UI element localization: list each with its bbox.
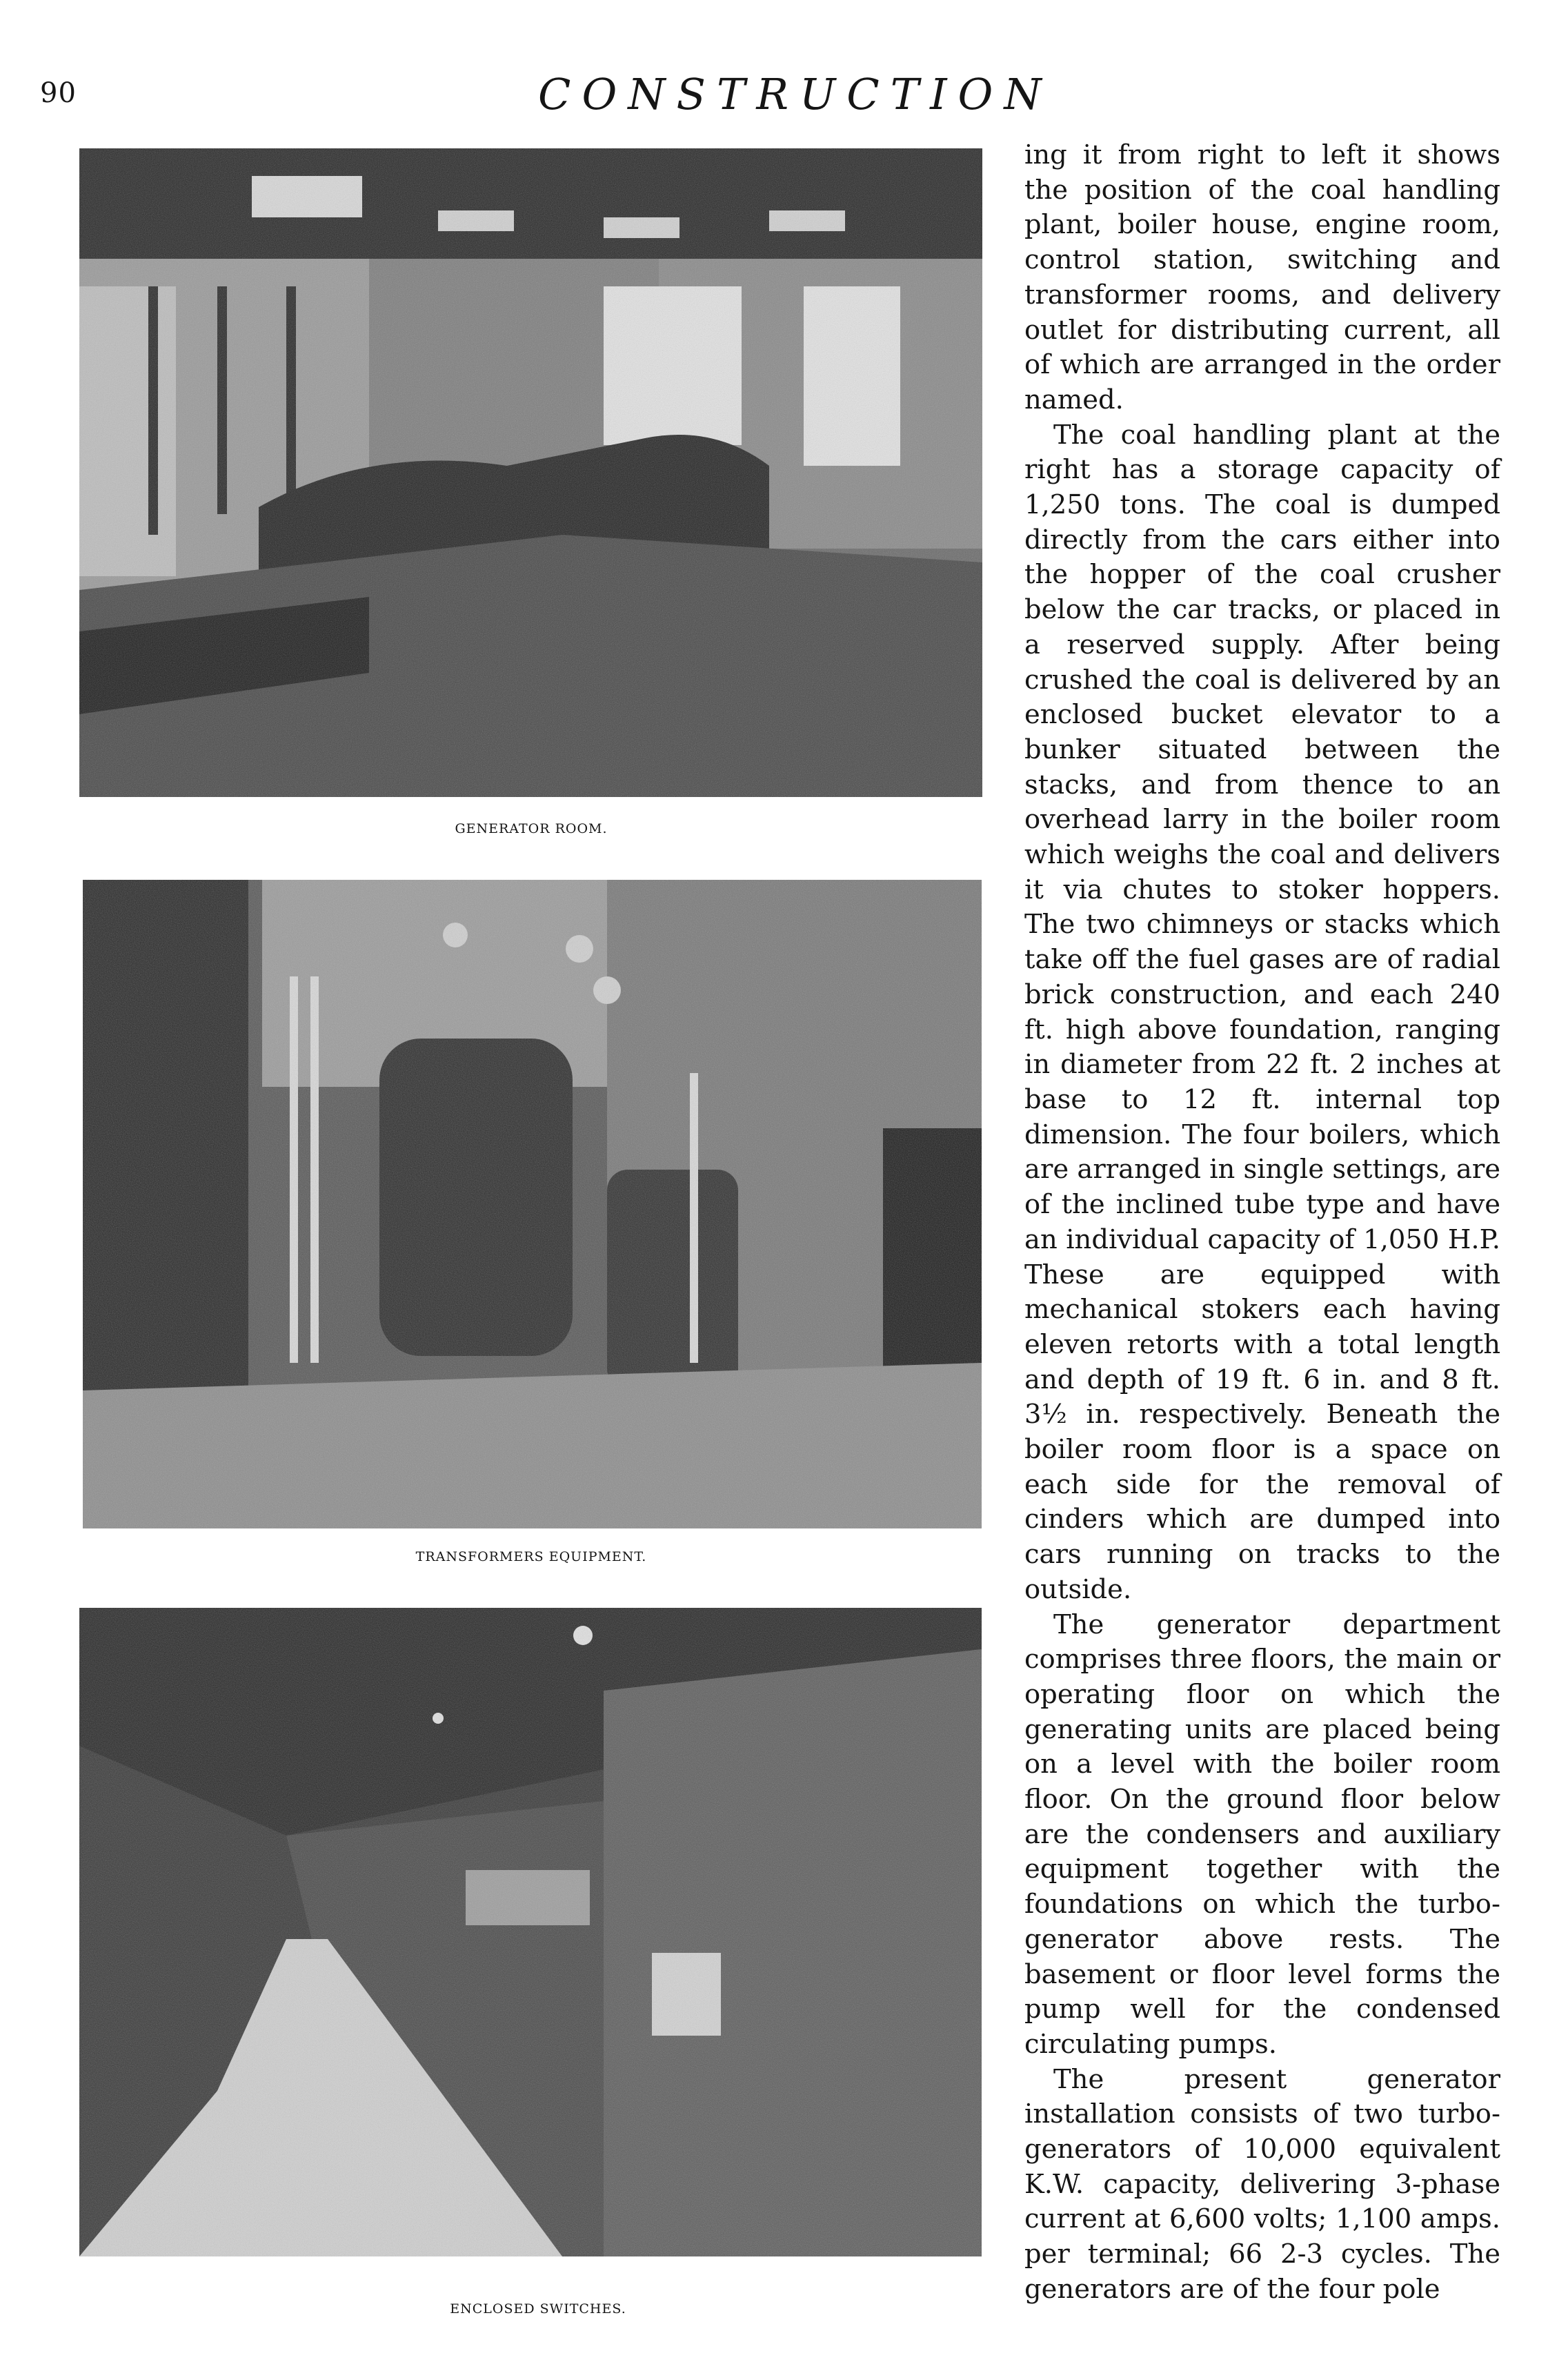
transformers-equipment-photo (83, 880, 982, 1528)
generator-room-photo (79, 148, 982, 797)
figure-caption: GENERATOR ROOM. (455, 821, 608, 836)
page-number: 90 (40, 77, 77, 109)
figure-caption: TRANSFORMERS EQUIPMENT. (415, 1549, 647, 1564)
body-paragraph: ing it from right to left it shows the position of the coal handling plant, boiler house, engine room, control station, switching and transformer rooms, and delivery outlet for distributing current, all of which are arranged in the order named. (1024, 139, 1500, 415)
body-paragraph: The coal handling plant at the right has a storage capacity of 1,250 tons. The coal is dumped directly from the cars either into the hopper of the coal crusher below the car tracks, or placed in a reserved supply. After being crushed the coal is delivered by an enclosed bucket elevator to a bunker situated between the stacks, and from thence to an overhead larry in the boiler room which weighs the coal and delivers it via chutes to stoker hoppers. The two chimneys or stacks which take off the fuel gases are of radial brick construction, and each 240 ft. high above foundation, ranging in diameter from 22 ft. 2 inches at base to 12 ft. internal top dimension. The four boilers, which are arranged in single settings, are of the inclined tube type and have an individual capacity of 1,050 H.P. These are equipped with mechanical stokers each having eleven retorts with a total length and depth of 19 ft. 6 in. and 8 ft. 3½ in. respectively. Beneath the boiler room floor is a space on each side for the removal of cinders which are dumped into cars running on tracks to the outside. (1024, 419, 1501, 1605)
running-head: CONSTRUCTION (538, 69, 1053, 119)
body-paragraph: The present generator installation consists of two turbo-generators of 10,000 equivalent K.W. capacity, delivering 3-phase current at 6,600 volts; 1,100 amps. per terminal; 66 2-3 cycles. The generators are of the four pole (1024, 2063, 1500, 2305)
enclosed-switches-photo (79, 1608, 982, 2256)
body-text-column (1024, 138, 1500, 2308)
figure-caption: ENCLOSED SWITCHES. (450, 2301, 626, 2317)
body-paragraph: The generator department comprises three floors, the main or operating floor on which the generating units are placed being on a level with the boiler room floor. On the ground floor below are the condensers and auxiliary equipment together with the foundations on which the turbo-generator above rests. The basement or floor level forms the pump well for the condensed circulating pumps. (1024, 1609, 1500, 2060)
